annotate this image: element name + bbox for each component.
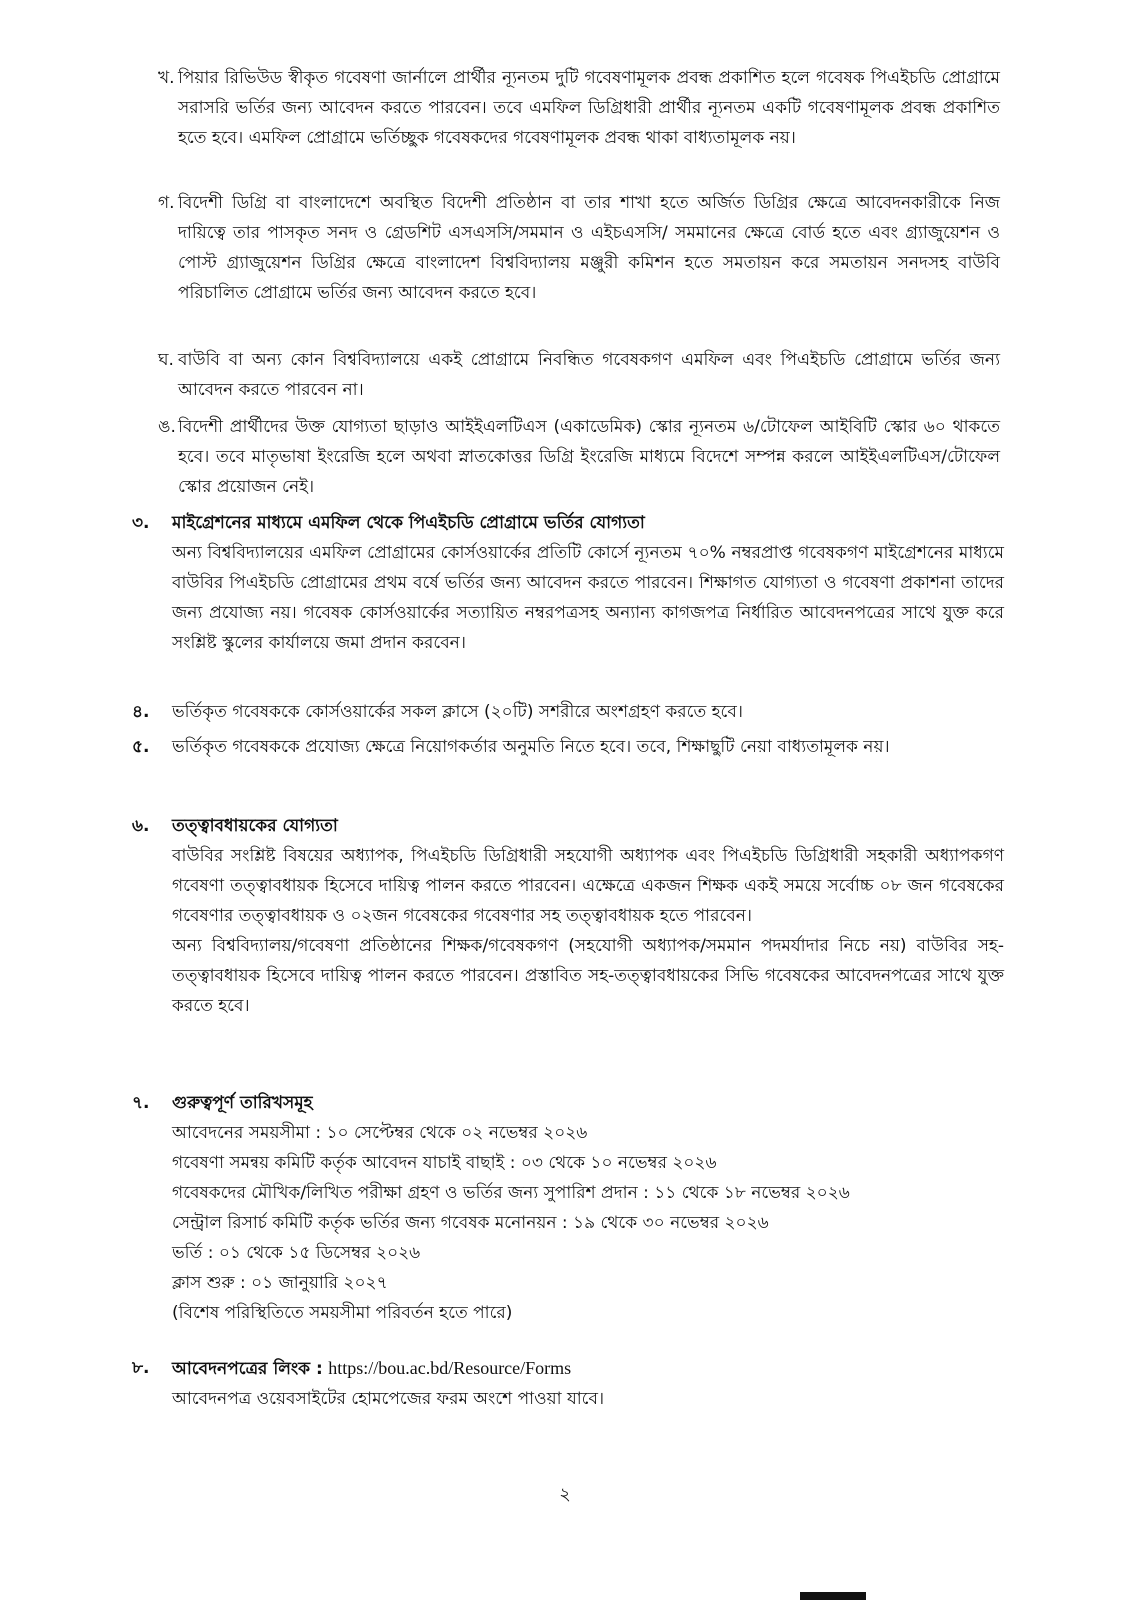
sub-item-label: ঘ. [158,350,174,370]
section-number: ৭. [132,1093,150,1113]
section-8 [132,1353,1004,1414]
date-item: আবেদনের সময়সীমা : ১০ সেপ্টেম্বর থেকে ০২ নভেম্বর ২০২৬ [172,1123,588,1143]
date-item: গবেষকদের মৌখিক/লিখিত পরীক্ষা গ্রহণ ও ভর্তির জন্য সুপারিশ প্রদান : ১১ থেকে ১৮ নভেম্বর ২০২৬ [172,1183,850,1203]
section-paragraph: অন্য বিশ্ববিদ্যালয়/গবেষণা প্রতিষ্ঠানের শিক্ষক/গবেষকগণ (সহযোগী অধ্যাপক/সমমান পদমর্যাদার নিচে নয়) বাউবির সহ-তত্ত্বাবধায়ক হিসেবে দায়িত্ব পালন করতে পারবেন। প্রস্তাবিত সহ-তত্ত্বাবধায়কের সিভি গবেষকের আবেদনপত্রের সাথে যুক্ত করতে হবে। [172,936,1004,1016]
sub-item-label: ঙ. [158,417,176,437]
section-number: ৫. [132,737,150,757]
date-item: গবেষণা সমন্বয় কমিটি কর্তৃক আবেদন যাচাই বাছাই : ০৩ থেকে ১০ নভেম্বর ২০২৬ [172,1153,717,1173]
section-body: আবেদনপত্র ওয়েবসাইটের হোমপেজের ফরম অংশে পাওয়া যাবে। [172,1389,605,1409]
section-body: ভর্তিকৃত গবেষককে কোর্সওয়ার্কের সকল ক্লাসে (২০টি) সশরীরে অংশগ্রহণ করতে হবে। [172,702,743,722]
sub-item-text: বিদেশী ডিগ্রি বা বাংলাদেশে অবস্থিত বিদেশী প্রতিষ্ঠান বা তার শাখা হতে অর্জিত ডিগ্রির ক্ষেত্রে আবেদনকারীকে নিজ দায়িত্বে তার পাসকৃত সনদ ও গ্রেডশিট এসএসসি/সমমান ও এইচএসসি/ সমমানের ক্ষেত্রে বোর্ড হতে এবং গ্র্যাজুয়েশন ও পোস্ট গ্র্যাজুয়েশন ডিগ্রির ক্ষেত্রে বাংলাদেশ বিশ্ববিদ্যালয় মঞ্জুরী কমিশন হতে সমতায়ন করে সমতায়ন সনদসহ বাউবি পরিচালিত প্রোগ্রামে ভর্তির জন্য আবেদন করতে হবে। [178,193,1000,303]
sub-item-uma [158,412,1000,502]
section-6 [132,811,1004,1021]
application-form-link[interactable]: https://bou.ac.bd/Resource/Forms [328,1358,572,1378]
section-heading: গুরুত্বপূর্ণ তারিখসমূহ [172,1093,313,1113]
section-number: ৬. [132,816,150,836]
sub-item-kha [158,63,1000,153]
sub-item-text: বাউবি বা অন্য কোন বিশ্ববিদ্যালয়ে একই প্রোগ্রামে নিবন্ধিত গবেষকগণ এমফিল এবং পিএইচডি প্রোগ্রামে ভর্তির জন্য আবেদন করতে পারবেন না। [178,350,1000,400]
section-heading: আবেদনপত্রের লিংক : [172,1359,323,1379]
sub-item-label: খ. [158,68,175,88]
section-3 [132,508,1004,658]
date-note: (বিশেষ পরিস্থিতিতে সময়সীমা পরিবর্তন হতে পারে) [172,1303,513,1323]
section-5 [132,732,1004,762]
page-number: ২ [559,1484,571,1505]
section-body: ভর্তিকৃত গবেষককে প্রযোজ্য ক্ষেত্রে নিয়োগকর্তার অনুমতি নিতে হবে। তবে, শিক্ষাছুটি নেয়া বাধ্যতামূলক নয়। [172,737,890,757]
important-dates-list [172,1118,1004,1328]
sub-item-ga [158,188,1000,308]
sub-item-text: বিদেশী প্রার্থীদের উক্ত যোগ্যতা ছাড়াও আইইএলটিএস (একাডেমিক) স্কোর ন্যূনতম ৬/টোফেল আইবিটি স্কোর ৬০ থাকতে হবে। তবে মাতৃভাষা ইংরেজি হলে অথবা স্নাতকোত্তর ডিগ্রি ইংরেজি মাধ্যমে বিদেশে সম্পন্ন করলে আইইএলটিএস/টোফেল স্কোর প্রয়োজন নেই। [178,417,1000,497]
sub-item-text: পিয়ার রিভিউড স্বীকৃত গবেষণা জার্নালে প্রার্থীর ন্যূনতম দুটি গবেষণামূলক প্রবন্ধ প্রকাশিত হলে গবেষক পিএইচডি প্রোগ্রামে সরাসরি ভর্তির জন্য আবেদন করতে পারবেন। তবে এমফিল ডিগ্রিধারী প্রার্থীর ন্যূনতম একটি গবেষণামূলক প্রবন্ধ প্রকাশিত হতে হবে। এমফিল প্রোগ্রামে ভর্তিচ্ছুক গবেষকদের গবেষণামূলক প্রবন্ধ থাকা বাধ্যতামূলক নয়। [178,68,1000,148]
corner-mark [800,1592,866,1600]
section-heading: তত্ত্বাবধায়কের যোগ্যতা [172,816,338,836]
section-7 [132,1088,1004,1328]
section-heading: মাইগ্রেশনের মাধ্যমে এমফিল থেকে পিএইচডি প্রোগ্রামে ভর্তির যোগ্যতা [172,513,645,533]
date-item: সেন্ট্রাল রিসার্চ কমিটি কর্তৃক ভর্তির জন্য গবেষক মনোনয়ন : ১৯ থেকে ৩০ নভেম্বর ২০২৬ [172,1213,769,1233]
date-item: ক্লাস শুরু : ০১ জানুয়ারি ২০২৭ [172,1273,388,1293]
section-number: ৩. [132,513,150,533]
section-4 [132,697,1004,727]
section-number: ৮. [132,1358,150,1378]
section-number: ৪. [132,702,150,722]
date-item: ভর্তি : ০১ থেকে ১৫ ডিসেম্বর ২০২৬ [172,1243,421,1263]
sub-item-label: গ. [158,193,175,213]
sub-item-gha [158,345,1000,405]
section-paragraph: বাউবির সংশ্লিষ্ট বিষয়ের অধ্যাপক, পিএইচডি ডিগ্রিধারী সহযোগী অধ্যাপক এবং পিএইচডি ডিগ্রিধারী সহকারী অধ্যাপকগণ গবেষণা তত্ত্বাবধায়ক হিসেবে দায়িত্ব পালন করতে পারবেন। এক্ষেত্রে একজন শিক্ষক একই সময়ে সর্বোচ্চ ০৮ জন গবেষকের গবেষণার তত্ত্বাবধায়ক ও ০২জন গবেষকের গবেষণার সহ তত্ত্বাবধায়ক হতে পারবেন। [172,846,1004,926]
section-body: অন্য বিশ্ববিদ্যালয়ের এমফিল প্রোগ্রামের কোর্সওয়ার্কের প্রতিটি কোর্সে ন্যূনতম ৭০% নম্বরপ্রাপ্ত গবেষকগণ মাইগ্রেশনের মাধ্যমে বাউবির পিএইচডি প্রোগ্রামের প্রথম বর্ষে ভর্তির জন্য আবেদন করতে পারবেন। শিক্ষাগত যোগ্যতা ও গবেষণা প্রকাশনা তাদের জন্য প্রযোজ্য নয়। গবেষক কোর্সওয়ার্কের সত্যায়িত নম্বরপত্রসহ অন্যান্য কাগজপত্র নির্ধারিত আবেদনপত্রের সাথে যুক্ত করে সংশ্লিষ্ট স্কুলের কার্যালয়ে জমা প্রদান করবেন। [172,543,1004,653]
